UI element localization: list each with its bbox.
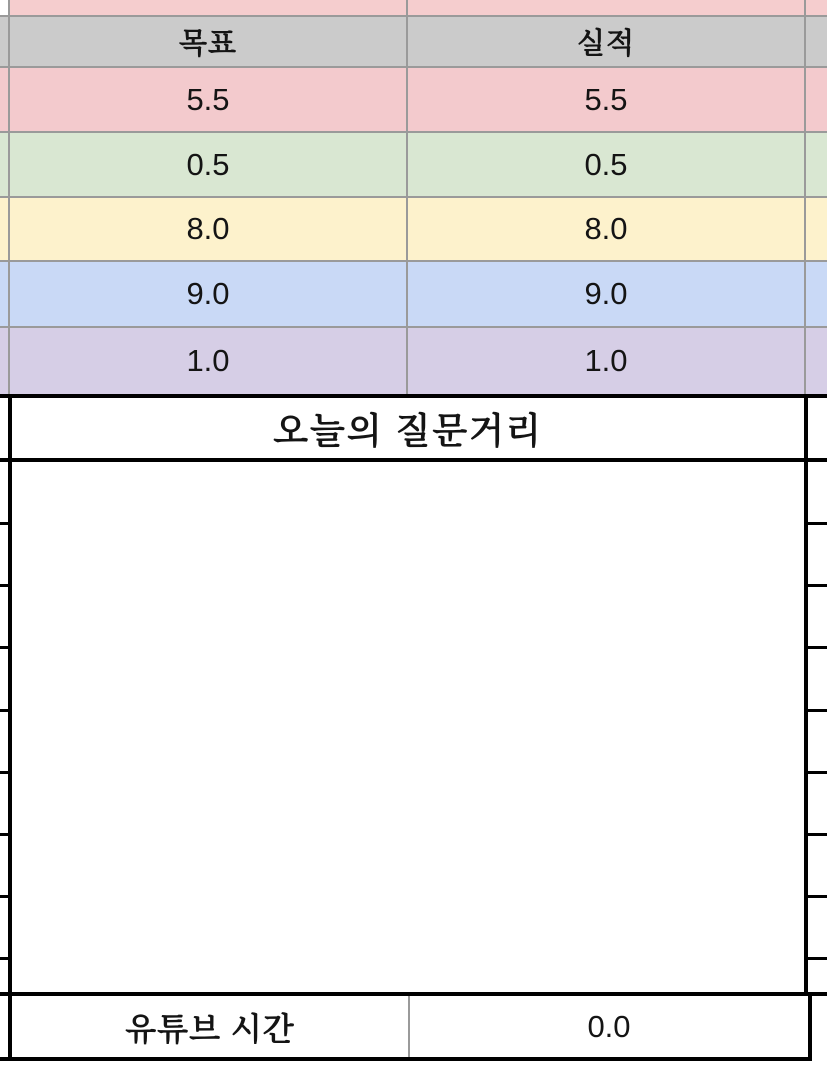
table-row-partial bbox=[0, 0, 827, 17]
actual-value: 0.5 bbox=[584, 146, 628, 182]
edge-row-divider bbox=[0, 898, 8, 960]
question-title-cell[interactable] bbox=[12, 398, 808, 458]
edge-cell bbox=[0, 17, 10, 66]
youtube-time-box bbox=[0, 996, 812, 1061]
question-answer-area bbox=[0, 462, 827, 992]
edge-row-divider bbox=[808, 898, 827, 960]
actual-value: 1.0 bbox=[584, 343, 628, 378]
table-row bbox=[0, 262, 827, 328]
actual-cell[interactable] bbox=[408, 133, 806, 196]
edge-cell bbox=[0, 996, 12, 1057]
question-answer-cell[interactable] bbox=[12, 462, 808, 992]
edge-cell bbox=[0, 198, 10, 260]
edge-cell bbox=[812, 996, 827, 1061]
bottom-whitespace bbox=[0, 1061, 827, 1088]
youtube-value-cell[interactable] bbox=[410, 996, 812, 1057]
goal-header-cell[interactable] bbox=[10, 17, 408, 66]
table-header-row bbox=[0, 17, 827, 68]
edge-row-divider bbox=[808, 774, 827, 836]
goal-value: 1.0 bbox=[186, 343, 230, 378]
actual-value: 5.5 bbox=[584, 81, 628, 117]
goal-value: 5.5 bbox=[186, 81, 230, 117]
edge-row-divider bbox=[0, 649, 8, 712]
edge-row-divider bbox=[0, 462, 8, 525]
edge-cell bbox=[0, 133, 10, 196]
goal-value: 9.0 bbox=[186, 276, 230, 311]
youtube-label-cell[interactable] bbox=[12, 996, 410, 1057]
actual-cell-partial[interactable] bbox=[408, 0, 806, 15]
edge-cell bbox=[0, 68, 10, 131]
goal-value: 0.5 bbox=[186, 146, 230, 182]
actual-value: 8.0 bbox=[584, 211, 628, 246]
edge-cell bbox=[806, 0, 827, 15]
edge-row-divider bbox=[808, 462, 827, 525]
actual-cell[interactable] bbox=[408, 328, 806, 394]
edge-row-divider bbox=[808, 525, 827, 587]
edge-cell bbox=[0, 398, 12, 458]
table-row bbox=[0, 68, 827, 133]
actual-value: 9.0 bbox=[584, 276, 628, 311]
goal-cell[interactable] bbox=[10, 328, 408, 394]
edge-row-divider bbox=[0, 960, 8, 992]
table-row bbox=[0, 328, 827, 394]
edge-cell bbox=[806, 328, 827, 394]
right-edge-rows bbox=[808, 462, 827, 992]
question-title: 오늘의 질문거리 bbox=[273, 409, 543, 451]
table-row bbox=[0, 133, 827, 198]
edge-cell bbox=[806, 68, 827, 131]
edge-row-divider bbox=[808, 960, 827, 992]
youtube-time-row bbox=[0, 992, 827, 1061]
goal-value: 8.0 bbox=[186, 211, 230, 246]
edge-row-divider bbox=[0, 525, 8, 587]
edge-cell bbox=[806, 262, 827, 326]
edge-cell bbox=[0, 0, 10, 15]
youtube-value: 0.0 bbox=[587, 1008, 631, 1044]
actual-cell[interactable] bbox=[408, 68, 806, 131]
edge-row-divider bbox=[808, 649, 827, 712]
edge-row-divider bbox=[0, 587, 8, 649]
actual-header-cell[interactable] bbox=[408, 17, 806, 66]
goal-header-label: 목표 bbox=[178, 28, 238, 60]
actual-header-label: 실적 bbox=[576, 28, 636, 60]
goal-cell[interactable] bbox=[10, 198, 408, 260]
edge-row-divider bbox=[0, 774, 8, 836]
edge-row-divider bbox=[808, 587, 827, 649]
edge-row-divider bbox=[0, 836, 8, 898]
edge-cell bbox=[808, 398, 827, 458]
edge-cell bbox=[806, 198, 827, 260]
edge-cell bbox=[0, 328, 10, 394]
goal-cell[interactable] bbox=[10, 68, 408, 131]
left-edge-rows bbox=[0, 462, 12, 992]
edge-row-divider bbox=[808, 712, 827, 774]
youtube-label: 유튜브 시간 bbox=[125, 1010, 295, 1047]
edge-cell bbox=[0, 262, 10, 326]
edge-cell bbox=[806, 17, 827, 66]
goal-cell[interactable] bbox=[10, 262, 408, 326]
goal-cell[interactable] bbox=[10, 133, 408, 196]
edge-row-divider bbox=[808, 836, 827, 898]
edge-row-divider bbox=[0, 712, 8, 774]
actual-cell[interactable] bbox=[408, 262, 806, 326]
question-section-header bbox=[0, 394, 827, 462]
goal-cell-partial[interactable] bbox=[10, 0, 408, 15]
actual-cell[interactable] bbox=[408, 198, 806, 260]
edge-cell bbox=[806, 133, 827, 196]
table-row bbox=[0, 198, 827, 262]
